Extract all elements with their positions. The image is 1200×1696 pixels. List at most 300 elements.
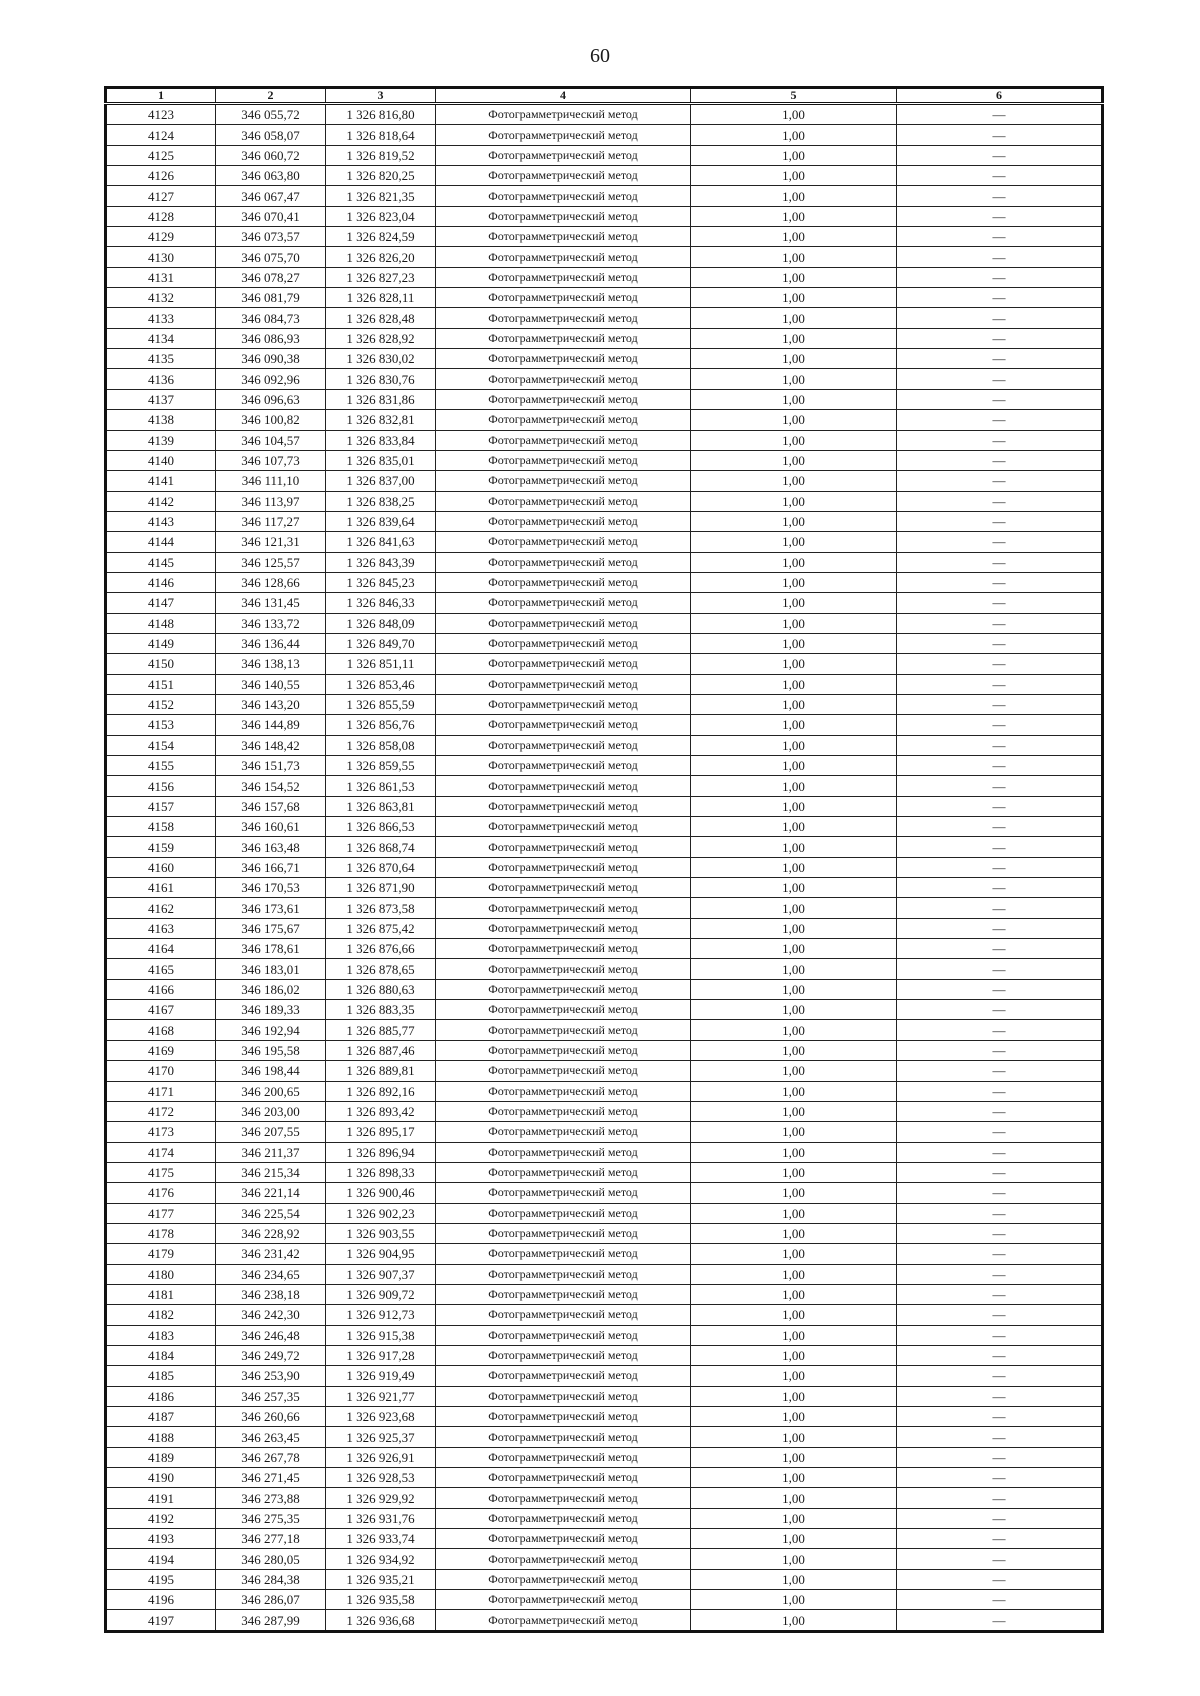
accuracy-cell: 1,00: [691, 1040, 897, 1060]
x-coordinate-cell: 346 092,96: [216, 369, 326, 389]
point-number-cell: 4191: [106, 1488, 216, 1508]
point-number-cell: 4157: [106, 796, 216, 816]
note-cell: —: [897, 1447, 1103, 1467]
table-row: [106, 1223, 1103, 1243]
method-cell: Фотограмметрический метод: [436, 694, 691, 714]
note-cell: —: [897, 979, 1103, 999]
x-coordinate-cell: 346 257,35: [216, 1386, 326, 1406]
note-cell: —: [897, 552, 1103, 572]
x-coordinate-cell: 346 063,80: [216, 166, 326, 186]
note-cell: —: [897, 247, 1103, 267]
x-coordinate-cell: 346 100,82: [216, 410, 326, 430]
accuracy-cell: 1,00: [691, 1468, 897, 1488]
accuracy-cell: 1,00: [691, 756, 897, 776]
table-row: [106, 918, 1103, 938]
x-coordinate-cell: 346 260,66: [216, 1407, 326, 1427]
accuracy-cell: 1,00: [691, 450, 897, 470]
method-cell: Фотограмметрический метод: [436, 1529, 691, 1549]
note-cell: —: [897, 328, 1103, 348]
point-number-cell: 4131: [106, 267, 216, 287]
table-row: [106, 1000, 1103, 1020]
x-coordinate-cell: 346 151,73: [216, 756, 326, 776]
method-cell: Фотограмметрический метод: [436, 1264, 691, 1284]
y-coordinate-cell: 1 326 855,59: [326, 694, 436, 714]
y-coordinate-cell: 1 326 876,66: [326, 939, 436, 959]
table-row: [106, 694, 1103, 714]
x-coordinate-cell: 346 157,68: [216, 796, 326, 816]
x-coordinate-cell: 346 078,27: [216, 267, 326, 287]
method-cell: Фотограмметрический метод: [436, 1101, 691, 1121]
note-cell: —: [897, 450, 1103, 470]
y-coordinate-cell: 1 326 856,76: [326, 715, 436, 735]
y-coordinate-cell: 1 326 912,73: [326, 1305, 436, 1325]
accuracy-cell: 1,00: [691, 471, 897, 491]
y-coordinate-cell: 1 326 935,21: [326, 1569, 436, 1589]
y-coordinate-cell: 1 326 929,92: [326, 1488, 436, 1508]
method-cell: Фотограмметрический метод: [436, 349, 691, 369]
column-header: 2: [216, 88, 326, 104]
method-cell: Фотограмметрический метод: [436, 288, 691, 308]
table-row: [106, 511, 1103, 531]
note-cell: —: [897, 593, 1103, 613]
method-cell: Фотограмметрический метод: [436, 410, 691, 430]
x-coordinate-cell: 346 284,38: [216, 1569, 326, 1589]
note-cell: —: [897, 633, 1103, 653]
note-cell: —: [897, 1508, 1103, 1528]
point-number-cell: 4134: [106, 328, 216, 348]
x-coordinate-cell: 346 207,55: [216, 1122, 326, 1142]
note-cell: —: [897, 532, 1103, 552]
point-number-cell: 4138: [106, 410, 216, 430]
y-coordinate-cell: 1 326 816,80: [326, 104, 436, 125]
method-cell: Фотограмметрический метод: [436, 918, 691, 938]
table-row: [106, 308, 1103, 328]
y-coordinate-cell: 1 326 875,42: [326, 918, 436, 938]
point-number-cell: 4164: [106, 939, 216, 959]
method-cell: Фотограмметрический метод: [436, 572, 691, 592]
point-number-cell: 4187: [106, 1407, 216, 1427]
method-cell: Фотограмметрический метод: [436, 227, 691, 247]
table-row: [106, 1203, 1103, 1223]
table-row: [106, 572, 1103, 592]
table-row: [106, 1427, 1103, 1447]
table-row: [106, 1305, 1103, 1325]
point-number-cell: 4159: [106, 837, 216, 857]
x-coordinate-cell: 346 231,42: [216, 1244, 326, 1264]
y-coordinate-cell: 1 326 870,64: [326, 857, 436, 877]
x-coordinate-cell: 346 183,01: [216, 959, 326, 979]
table-row: [106, 430, 1103, 450]
method-cell: Фотограмметрический метод: [436, 1366, 691, 1386]
x-coordinate-cell: 346 125,57: [216, 552, 326, 572]
x-coordinate-cell: 346 242,30: [216, 1305, 326, 1325]
x-coordinate-cell: 346 178,61: [216, 939, 326, 959]
y-coordinate-cell: 1 326 923,68: [326, 1407, 436, 1427]
y-coordinate-cell: 1 326 824,59: [326, 227, 436, 247]
y-coordinate-cell: 1 326 830,76: [326, 369, 436, 389]
table-row: [106, 104, 1103, 125]
accuracy-cell: 1,00: [691, 1305, 897, 1325]
method-cell: Фотограмметрический метод: [436, 1610, 691, 1631]
x-coordinate-cell: 346 113,97: [216, 491, 326, 511]
method-cell: Фотограмметрический метод: [436, 1223, 691, 1243]
point-number-cell: 4155: [106, 756, 216, 776]
y-coordinate-cell: 1 326 926,91: [326, 1447, 436, 1467]
x-coordinate-cell: 346 086,93: [216, 328, 326, 348]
y-coordinate-cell: 1 326 831,86: [326, 389, 436, 409]
point-number-cell: 4175: [106, 1162, 216, 1182]
point-number-cell: 4146: [106, 572, 216, 592]
table-row: [106, 735, 1103, 755]
y-coordinate-cell: 1 326 818,64: [326, 125, 436, 145]
x-coordinate-cell: 346 253,90: [216, 1366, 326, 1386]
table-row: [106, 389, 1103, 409]
column-header: 4: [436, 88, 691, 104]
method-cell: Фотограмметрический метод: [436, 1407, 691, 1427]
x-coordinate-cell: 346 287,99: [216, 1610, 326, 1631]
method-cell: Фотограмметрический метод: [436, 450, 691, 470]
method-cell: Фотограмметрический метод: [436, 1590, 691, 1610]
method-cell: Фотограмметрический метод: [436, 898, 691, 918]
point-number-cell: 4141: [106, 471, 216, 491]
x-coordinate-cell: 346 133,72: [216, 613, 326, 633]
point-number-cell: 4195: [106, 1569, 216, 1589]
point-number-cell: 4162: [106, 898, 216, 918]
point-number-cell: 4192: [106, 1508, 216, 1528]
table-row: [106, 654, 1103, 674]
accuracy-cell: 1,00: [691, 1407, 897, 1427]
point-number-cell: 4160: [106, 857, 216, 877]
point-number-cell: 4123: [106, 104, 216, 125]
point-number-cell: 4179: [106, 1244, 216, 1264]
method-cell: Фотограмметрический метод: [436, 1183, 691, 1203]
x-coordinate-cell: 346 198,44: [216, 1061, 326, 1081]
note-cell: —: [897, 1325, 1103, 1345]
x-coordinate-cell: 346 200,65: [216, 1081, 326, 1101]
x-coordinate-cell: 346 143,20: [216, 694, 326, 714]
method-cell: Фотограмметрический метод: [436, 1427, 691, 1447]
note-cell: —: [897, 308, 1103, 328]
table-row: [106, 1345, 1103, 1365]
method-cell: Фотограмметрический метод: [436, 1020, 691, 1040]
table-row: [106, 1142, 1103, 1162]
x-coordinate-cell: 346 058,07: [216, 125, 326, 145]
x-coordinate-cell: 346 267,78: [216, 1447, 326, 1467]
note-cell: —: [897, 125, 1103, 145]
accuracy-cell: 1,00: [691, 511, 897, 531]
accuracy-cell: 1,00: [691, 1183, 897, 1203]
x-coordinate-cell: 346 073,57: [216, 227, 326, 247]
point-number-cell: 4193: [106, 1529, 216, 1549]
column-header: 6: [897, 88, 1103, 104]
note-cell: —: [897, 1590, 1103, 1610]
table-row: [106, 1081, 1103, 1101]
note-cell: —: [897, 389, 1103, 409]
table-row: [106, 349, 1103, 369]
table-row: [106, 328, 1103, 348]
method-cell: Фотограмметрический метод: [436, 939, 691, 959]
table-row: [106, 796, 1103, 816]
x-coordinate-cell: 346 166,71: [216, 857, 326, 877]
accuracy-cell: 1,00: [691, 328, 897, 348]
note-cell: —: [897, 1142, 1103, 1162]
x-coordinate-cell: 346 117,27: [216, 511, 326, 531]
point-number-cell: 4149: [106, 633, 216, 653]
accuracy-cell: 1,00: [691, 735, 897, 755]
note-cell: —: [897, 1427, 1103, 1447]
method-cell: Фотограмметрический метод: [436, 145, 691, 165]
note-cell: —: [897, 1488, 1103, 1508]
x-coordinate-cell: 346 275,35: [216, 1508, 326, 1528]
y-coordinate-cell: 1 326 846,33: [326, 593, 436, 613]
accuracy-cell: 1,00: [691, 1569, 897, 1589]
accuracy-cell: 1,00: [691, 878, 897, 898]
point-number-cell: 4169: [106, 1040, 216, 1060]
method-cell: Фотограмметрический метод: [436, 593, 691, 613]
table-body: [106, 104, 1103, 1632]
note-cell: —: [897, 674, 1103, 694]
method-cell: Фотограмметрический метод: [436, 328, 691, 348]
point-number-cell: 4144: [106, 532, 216, 552]
note-cell: —: [897, 613, 1103, 633]
x-coordinate-cell: 346 203,00: [216, 1101, 326, 1121]
accuracy-cell: 1,00: [691, 593, 897, 613]
accuracy-cell: 1,00: [691, 1386, 897, 1406]
method-cell: Фотограмметрический метод: [436, 796, 691, 816]
y-coordinate-cell: 1 326 861,53: [326, 776, 436, 796]
accuracy-cell: 1,00: [691, 796, 897, 816]
method-cell: Фотограмметрический метод: [436, 1081, 691, 1101]
method-cell: Фотограмметрический метод: [436, 1569, 691, 1589]
y-coordinate-cell: 1 326 880,63: [326, 979, 436, 999]
table-row: [106, 227, 1103, 247]
point-number-cell: 4161: [106, 878, 216, 898]
accuracy-cell: 1,00: [691, 1447, 897, 1467]
method-cell: Фотограмметрический метод: [436, 1203, 691, 1223]
accuracy-cell: 1,00: [691, 1020, 897, 1040]
table-row: [106, 125, 1103, 145]
table-row: [106, 1284, 1103, 1304]
x-coordinate-cell: 346 075,70: [216, 247, 326, 267]
method-cell: Фотограмметрический метод: [436, 267, 691, 287]
method-cell: Фотограмметрический метод: [436, 1468, 691, 1488]
note-cell: —: [897, 410, 1103, 430]
y-coordinate-cell: 1 326 934,92: [326, 1549, 436, 1569]
accuracy-cell: 1,00: [691, 959, 897, 979]
accuracy-cell: 1,00: [691, 1549, 897, 1569]
method-cell: Фотограмметрический метод: [436, 1345, 691, 1365]
x-coordinate-cell: 346 170,53: [216, 878, 326, 898]
y-coordinate-cell: 1 326 921,77: [326, 1386, 436, 1406]
y-coordinate-cell: 1 326 892,16: [326, 1081, 436, 1101]
accuracy-cell: 1,00: [691, 227, 897, 247]
point-number-cell: 4139: [106, 430, 216, 450]
table-row: [106, 1569, 1103, 1589]
point-number-cell: 4128: [106, 206, 216, 226]
point-number-cell: 4127: [106, 186, 216, 206]
column-header: 1: [106, 88, 216, 104]
y-coordinate-cell: 1 326 837,00: [326, 471, 436, 491]
x-coordinate-cell: 346 186,02: [216, 979, 326, 999]
table-row: [106, 1101, 1103, 1121]
accuracy-cell: 1,00: [691, 125, 897, 145]
table-row: [106, 1529, 1103, 1549]
method-cell: Фотограмметрический метод: [436, 1284, 691, 1304]
x-coordinate-cell: 346 128,66: [216, 572, 326, 592]
note-cell: —: [897, 735, 1103, 755]
method-cell: Фотограмметрический метод: [436, 715, 691, 735]
x-coordinate-cell: 346 238,18: [216, 1284, 326, 1304]
point-number-cell: 4136: [106, 369, 216, 389]
point-number-cell: 4170: [106, 1061, 216, 1081]
table-row: [106, 1407, 1103, 1427]
note-cell: —: [897, 1264, 1103, 1284]
note-cell: —: [897, 796, 1103, 816]
table-row: [106, 633, 1103, 653]
x-coordinate-cell: 346 234,65: [216, 1264, 326, 1284]
note-cell: —: [897, 1244, 1103, 1264]
note-cell: —: [897, 104, 1103, 125]
table-row: [106, 715, 1103, 735]
point-number-cell: 4129: [106, 227, 216, 247]
table-row: [106, 1386, 1103, 1406]
y-coordinate-cell: 1 326 915,38: [326, 1325, 436, 1345]
accuracy-cell: 1,00: [691, 939, 897, 959]
point-number-cell: 4124: [106, 125, 216, 145]
table-row: [106, 1020, 1103, 1040]
y-coordinate-cell: 1 326 858,08: [326, 735, 436, 755]
method-cell: Фотограмметрический метод: [436, 308, 691, 328]
y-coordinate-cell: 1 326 866,53: [326, 817, 436, 837]
note-cell: —: [897, 1162, 1103, 1182]
point-number-cell: 4174: [106, 1142, 216, 1162]
accuracy-cell: 1,00: [691, 694, 897, 714]
method-cell: Фотограмметрический метод: [436, 1549, 691, 1569]
y-coordinate-cell: 1 326 898,33: [326, 1162, 436, 1182]
point-number-cell: 4186: [106, 1386, 216, 1406]
note-cell: —: [897, 1366, 1103, 1386]
note-cell: —: [897, 1386, 1103, 1406]
method-cell: Фотограмметрический метод: [436, 471, 691, 491]
table-row: [106, 1122, 1103, 1142]
accuracy-cell: 1,00: [691, 1203, 897, 1223]
method-cell: Фотограмметрический метод: [436, 1244, 691, 1264]
point-number-cell: 4168: [106, 1020, 216, 1040]
note-cell: —: [897, 166, 1103, 186]
table-row: [106, 939, 1103, 959]
column-header: 3: [326, 88, 436, 104]
point-number-cell: 4132: [106, 288, 216, 308]
x-coordinate-cell: 346 096,63: [216, 389, 326, 409]
table-row: [106, 247, 1103, 267]
point-number-cell: 4165: [106, 959, 216, 979]
y-coordinate-cell: 1 326 839,64: [326, 511, 436, 531]
x-coordinate-cell: 346 286,07: [216, 1590, 326, 1610]
x-coordinate-cell: 346 228,92: [216, 1223, 326, 1243]
coordinates-table: [104, 86, 1104, 1633]
accuracy-cell: 1,00: [691, 1488, 897, 1508]
point-number-cell: 4163: [106, 918, 216, 938]
accuracy-cell: 1,00: [691, 552, 897, 572]
y-coordinate-cell: 1 326 821,35: [326, 186, 436, 206]
y-coordinate-cell: 1 326 868,74: [326, 837, 436, 857]
accuracy-cell: 1,00: [691, 186, 897, 206]
method-cell: Фотограмметрический метод: [436, 857, 691, 877]
x-coordinate-cell: 346 215,34: [216, 1162, 326, 1182]
x-coordinate-cell: 346 121,31: [216, 532, 326, 552]
point-number-cell: 4151: [106, 674, 216, 694]
accuracy-cell: 1,00: [691, 572, 897, 592]
table-row: [106, 959, 1103, 979]
note-cell: —: [897, 918, 1103, 938]
y-coordinate-cell: 1 326 936,68: [326, 1610, 436, 1631]
accuracy-cell: 1,00: [691, 1000, 897, 1020]
y-coordinate-cell: 1 326 917,28: [326, 1345, 436, 1365]
method-cell: Фотограмметрический метод: [436, 959, 691, 979]
accuracy-cell: 1,00: [691, 918, 897, 938]
y-coordinate-cell: 1 326 925,37: [326, 1427, 436, 1447]
accuracy-cell: 1,00: [691, 898, 897, 918]
method-cell: Фотограмметрический метод: [436, 1142, 691, 1162]
point-number-cell: 4180: [106, 1264, 216, 1284]
table-row: [106, 450, 1103, 470]
x-coordinate-cell: 346 136,44: [216, 633, 326, 653]
y-coordinate-cell: 1 326 889,81: [326, 1061, 436, 1081]
accuracy-cell: 1,00: [691, 389, 897, 409]
table-row: [106, 552, 1103, 572]
accuracy-cell: 1,00: [691, 1264, 897, 1284]
method-cell: Фотограмметрический метод: [436, 1325, 691, 1345]
y-coordinate-cell: 1 326 828,11: [326, 288, 436, 308]
note-cell: —: [897, 1305, 1103, 1325]
table-row: [106, 1610, 1103, 1631]
x-coordinate-cell: 346 271,45: [216, 1468, 326, 1488]
accuracy-cell: 1,00: [691, 633, 897, 653]
x-coordinate-cell: 346 140,55: [216, 674, 326, 694]
point-number-cell: 4189: [106, 1447, 216, 1467]
table-row: [106, 267, 1103, 287]
accuracy-cell: 1,00: [691, 1142, 897, 1162]
y-coordinate-cell: 1 326 895,17: [326, 1122, 436, 1142]
method-cell: Фотограмметрический метод: [436, 430, 691, 450]
accuracy-cell: 1,00: [691, 613, 897, 633]
note-cell: —: [897, 1040, 1103, 1060]
note-cell: —: [897, 1529, 1103, 1549]
y-coordinate-cell: 1 326 851,11: [326, 654, 436, 674]
point-number-cell: 4135: [106, 349, 216, 369]
point-number-cell: 4152: [106, 694, 216, 714]
note-cell: —: [897, 898, 1103, 918]
note-cell: —: [897, 654, 1103, 674]
accuracy-cell: 1,00: [691, 369, 897, 389]
table-row: [106, 1325, 1103, 1345]
point-number-cell: 4142: [106, 491, 216, 511]
y-coordinate-cell: 1 326 859,55: [326, 756, 436, 776]
y-coordinate-cell: 1 326 887,46: [326, 1040, 436, 1060]
table-row: [106, 674, 1103, 694]
method-cell: Фотограмметрический метод: [436, 206, 691, 226]
method-cell: Фотограмметрический метод: [436, 735, 691, 755]
accuracy-cell: 1,00: [691, 1223, 897, 1243]
y-coordinate-cell: 1 326 827,23: [326, 267, 436, 287]
accuracy-cell: 1,00: [691, 1081, 897, 1101]
note-cell: —: [897, 959, 1103, 979]
table-row: [106, 878, 1103, 898]
point-number-cell: 4153: [106, 715, 216, 735]
method-cell: Фотограмметрический метод: [436, 1508, 691, 1528]
table-row: [106, 1366, 1103, 1386]
method-cell: Фотограмметрический метод: [436, 166, 691, 186]
